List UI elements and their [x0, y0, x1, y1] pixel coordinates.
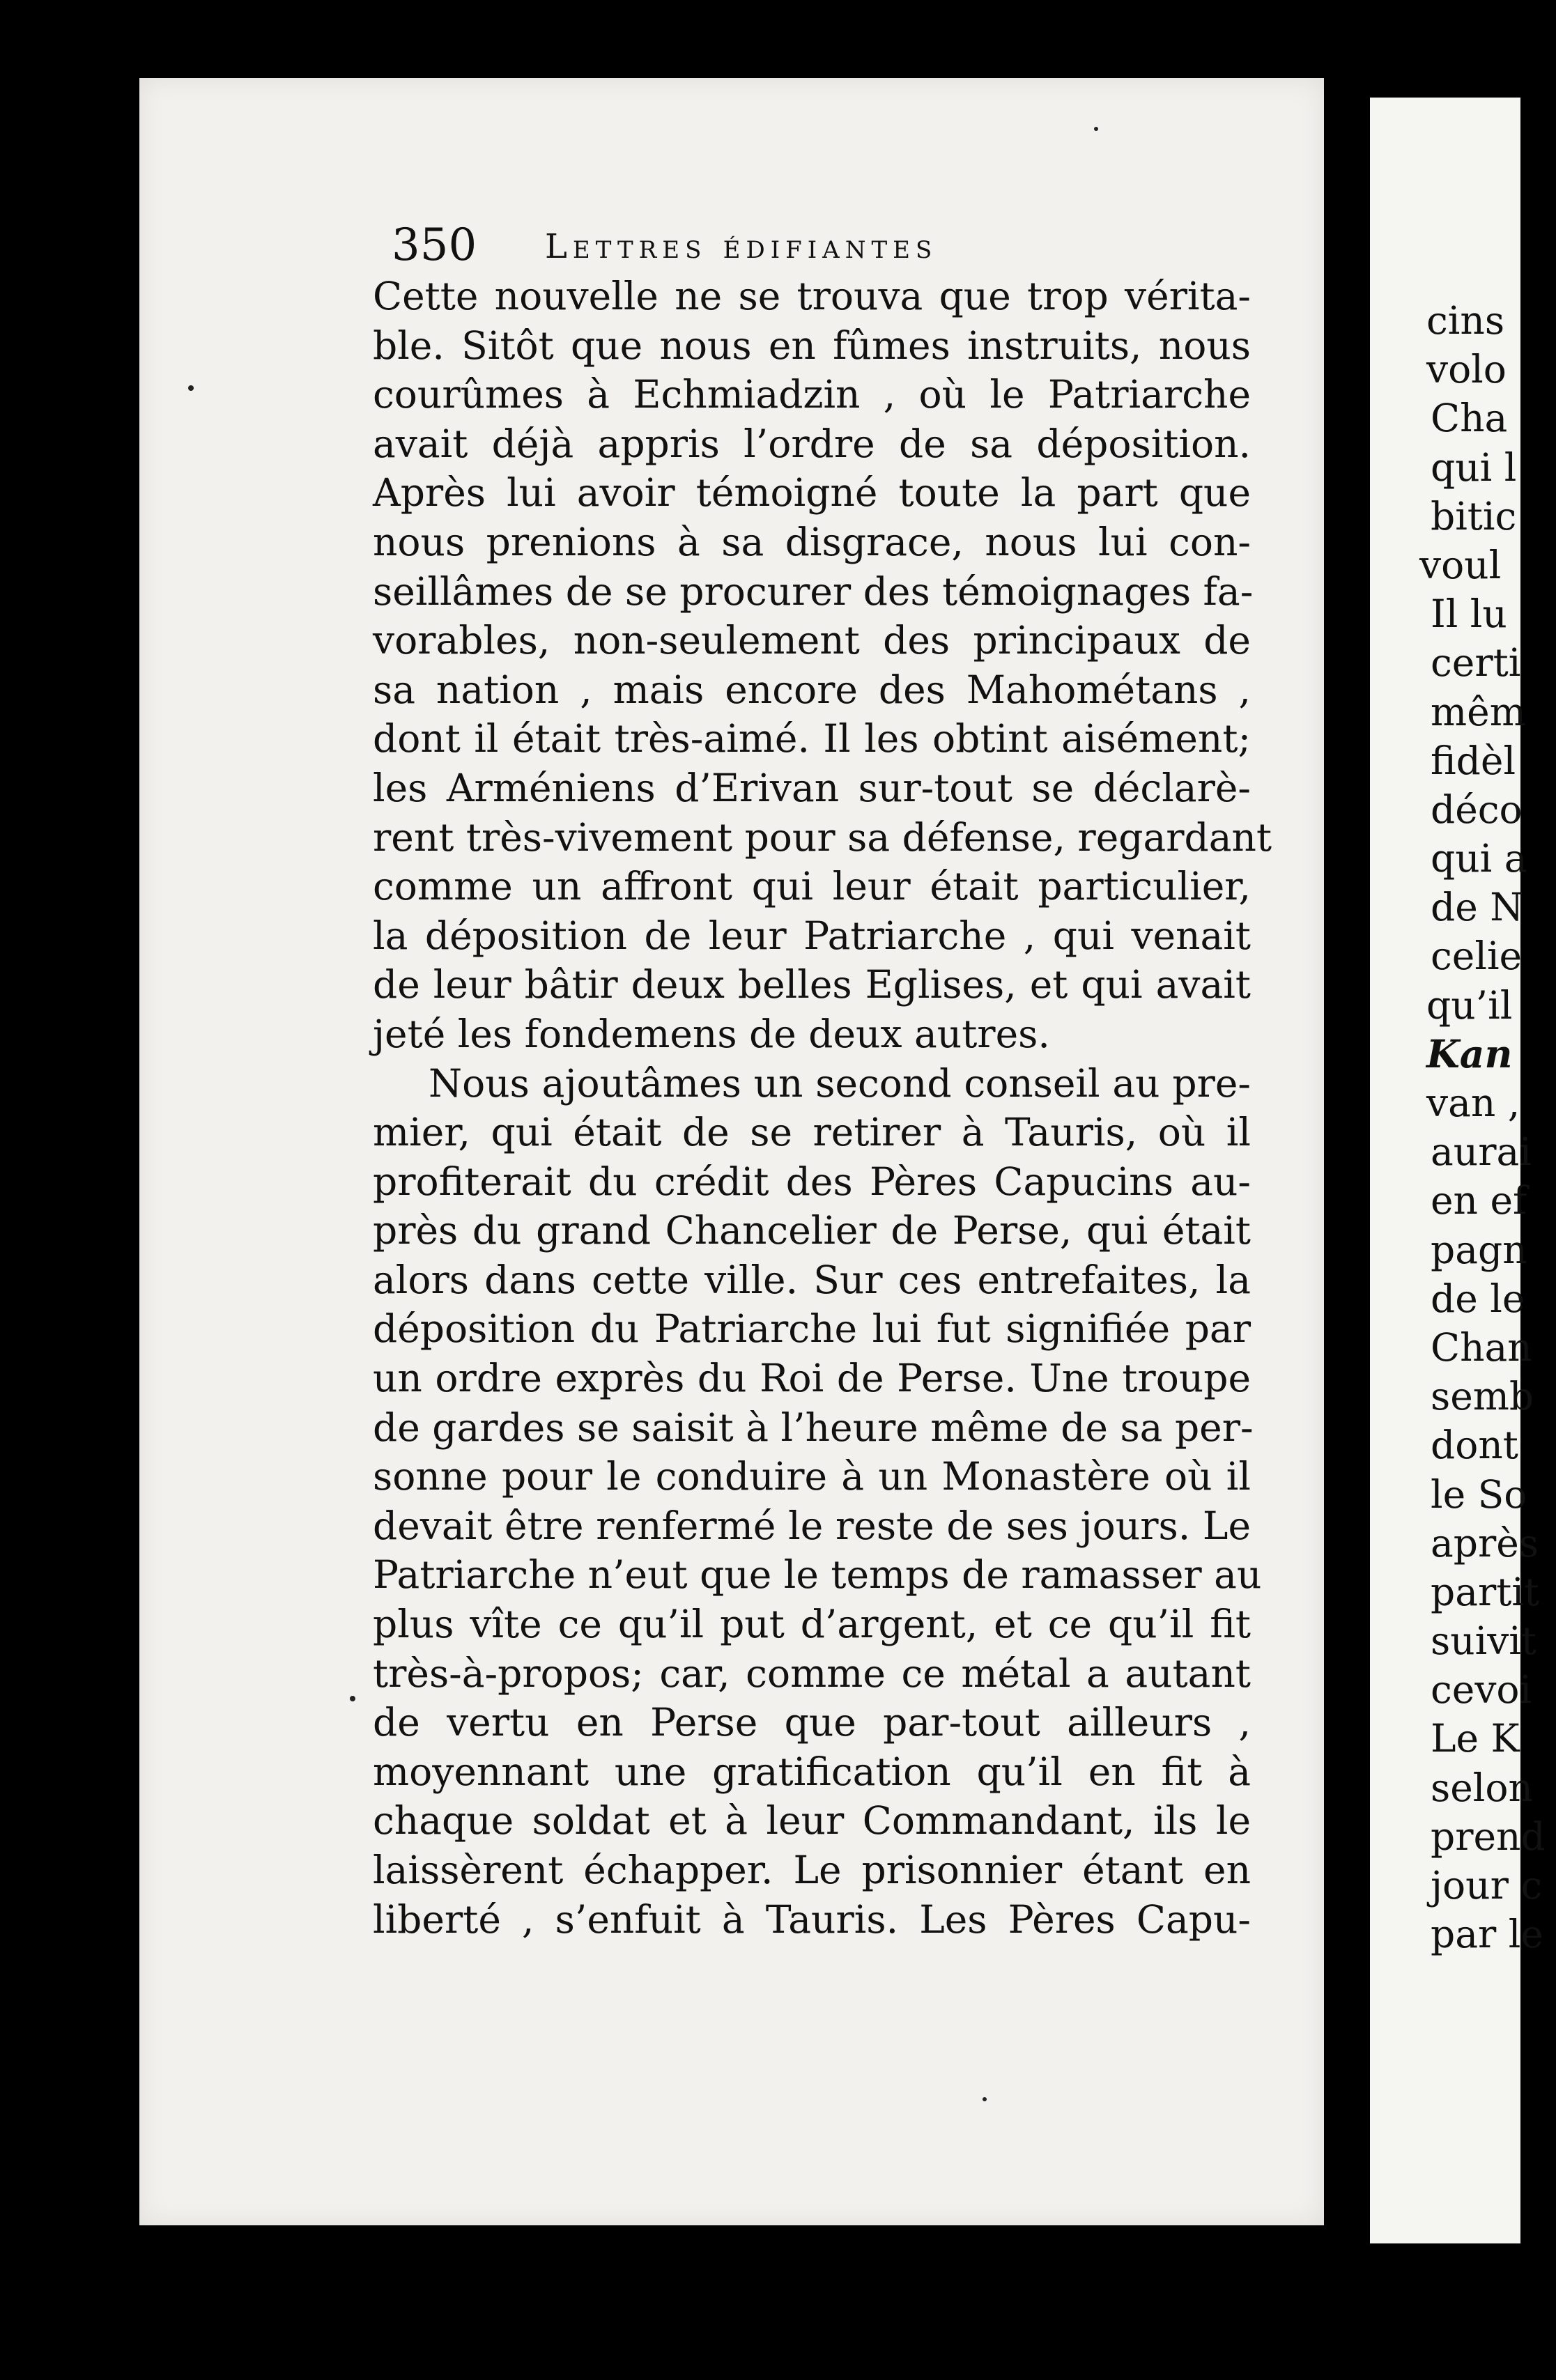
text-line: profiterait du crédit des Pères Capucins au- [373, 1159, 1251, 1204]
text-line: avait déjà appris l’ordre de sa déposition. [373, 421, 1251, 466]
text-line: liberté , s’enfuit à Tauris. Les Pères Capu- [373, 1896, 1251, 1942]
text-line: mier, qui était de se retirer à Tauris, où il [373, 1110, 1251, 1155]
text-line: volo [1426, 347, 1507, 392]
text-line: après [1431, 1520, 1539, 1566]
text-line: Patriarche n’eut que le temps de ramasser au [373, 1552, 1262, 1598]
text-line: rent très-vivement pour sa défense, regardant [373, 814, 1272, 860]
text-line: en ef [1431, 1178, 1527, 1223]
text-line: suivit [1431, 1618, 1537, 1664]
page-header [392, 217, 1270, 273]
text-line: de leur bâtir deux belles Eglises, et qui avait [373, 962, 1251, 1007]
text-line: comme un affront qui leur était particulier, [373, 864, 1251, 909]
text-line: Il lu [1431, 592, 1507, 637]
print-speck [350, 1696, 355, 1701]
text-line: partit [1431, 1569, 1540, 1614]
text-line: nous prenions à sa disgrace, nous lui con- [373, 519, 1251, 564]
text-line: prend [1431, 1814, 1546, 1859]
text-line: de gardes se saisit à l’heure même de sa per- [373, 1405, 1254, 1450]
text-line: jeté les fondemens de deux autres. [373, 1011, 1050, 1056]
print-speck [983, 2097, 987, 2101]
text-line: seillâmes de se procurer des témoignages fa- [373, 569, 1254, 614]
page-number: 350 [392, 219, 477, 271]
text-line: Kan [1426, 1030, 1513, 1076]
text-line: les Arméniens d’Erivan sur-tout se déclarè- [373, 765, 1251, 810]
text-line: bitic [1431, 493, 1517, 539]
text-line: Cette nouvelle ne se trouva que trop vérita- [373, 274, 1251, 318]
text-line: sa nation , mais encore des Mahométans , [373, 667, 1251, 712]
print-speck [188, 385, 194, 391]
text-line: déco [1431, 787, 1523, 832]
text-line: cins [1426, 298, 1505, 343]
text-line: chaque soldat et à leur Commandant, ils le [373, 1798, 1251, 1844]
text-line: par le [1431, 1912, 1543, 1957]
text-line: le So [1431, 1471, 1527, 1517]
text-line: très-à-propos; car, comme ce métal a autant [373, 1651, 1251, 1696]
text-line: fidèl [1431, 738, 1516, 783]
print-speck [1094, 127, 1098, 131]
text-line: celie [1431, 934, 1523, 979]
text-line: un ordre exprès du Roi de Perse. Une troupe [373, 1356, 1251, 1401]
text-line: Chan [1431, 1324, 1532, 1370]
left-page-body [373, 272, 1272, 1944]
text-line: semb [1431, 1374, 1534, 1419]
text-line: dont [1431, 1423, 1518, 1468]
text-line: Cha [1431, 396, 1508, 441]
text-line: de vertu en Perse que par-tout ailleurs , [373, 1700, 1251, 1745]
text-line: Nous ajoutâmes un second conseil au pre- [429, 1060, 1251, 1106]
running-title: Lettres édifiantes [545, 227, 938, 266]
text-line: pagn [1431, 1227, 1527, 1272]
text-line: cevoi [1431, 1667, 1532, 1713]
text-line: de le [1431, 1276, 1525, 1321]
text-line: devait être renfermé le reste de ses jours. Le [373, 1503, 1251, 1548]
text-line: plus vîte ce qu’il put d’argent, et ce qu’il fit [373, 1602, 1251, 1647]
text-line: qui a [1431, 836, 1527, 881]
text-line: ble. Sitôt que nous en fûmes instruits, nous [373, 323, 1251, 368]
text-line: mêm [1431, 689, 1526, 734]
text-line: dont il était très-aimé. Il les obtint aisément; [373, 716, 1251, 762]
text-line: Le K [1431, 1716, 1520, 1761]
text-line: alors dans cette ville. Sur ces entrefaites, la [373, 1257, 1251, 1302]
text-line: la déposition de leur Patriarche , qui venait [373, 913, 1251, 958]
text-line: van , [1426, 1081, 1520, 1125]
text-line: laissèrent échapper. Le prisonnier étant en [373, 1848, 1251, 1892]
text-line: vorables, non-seulement des principaux de [373, 618, 1251, 663]
text-line: moyennant une gratification qu’il en fit à [373, 1749, 1251, 1794]
text-line: voul [1419, 542, 1502, 587]
right-page-body [1417, 296, 1556, 1958]
text-line: sonne pour le conduire à un Monastère où il [373, 1454, 1251, 1499]
text-line: près du grand Chancelier de Perse, qui était [373, 1208, 1251, 1253]
text-line: de N [1431, 885, 1524, 930]
text-line: déposition du Patriarche lui fut signifiée par [373, 1306, 1251, 1352]
text-line: Après lui avoir témoigné toute la part que [373, 470, 1251, 516]
text-line: courûmes à Echmiadzin , où le Patriarche [373, 372, 1251, 417]
text-line: certi [1431, 640, 1521, 686]
text-line: qu’il [1426, 982, 1513, 1028]
text-line: qui l [1431, 445, 1517, 490]
text-line: aurai [1431, 1129, 1532, 1175]
text-line: selon [1431, 1765, 1533, 1810]
text-line: jour c [1431, 1863, 1543, 1908]
